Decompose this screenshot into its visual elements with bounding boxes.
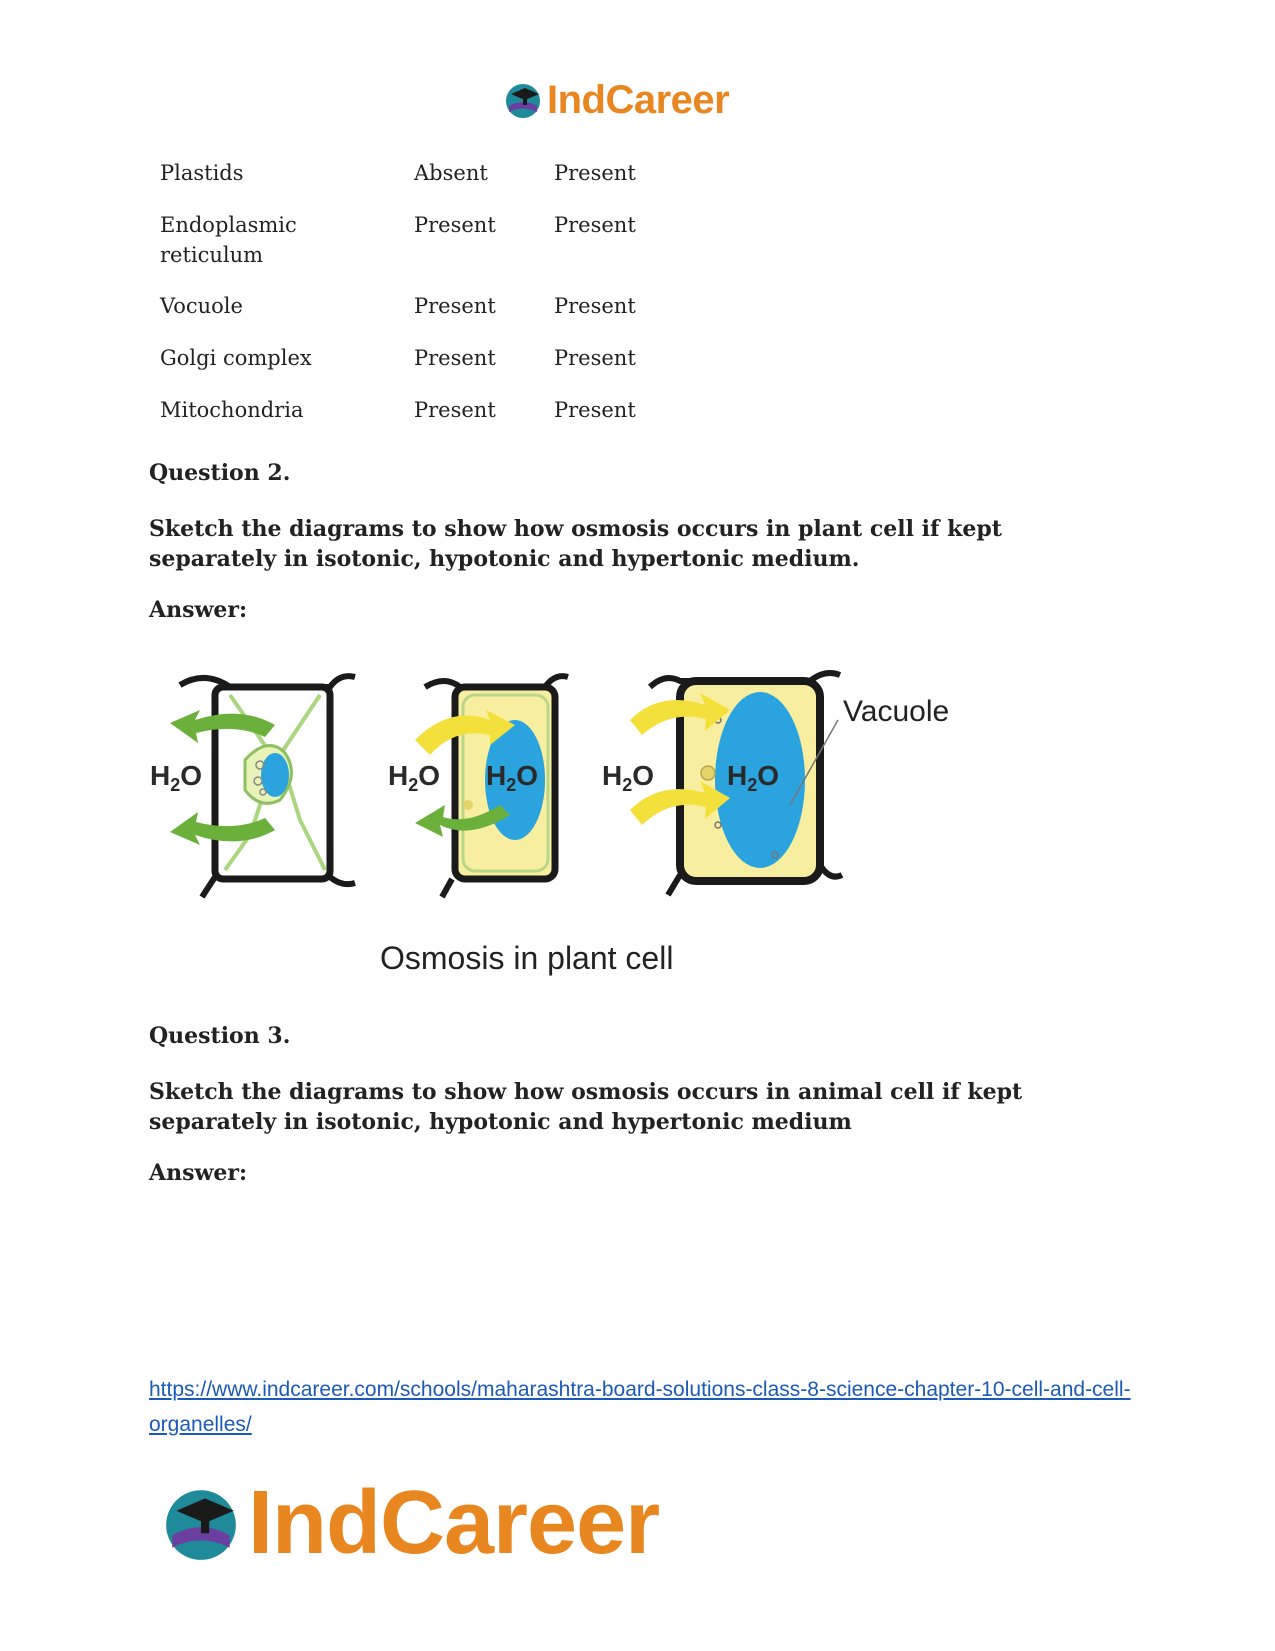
turgid-cell-diagram	[602, 673, 842, 895]
question-text: Sketch the diagrams to show how osmosis occurs in plant cell if kept separately in isotonic, hypotonic and hypertonic medium.	[149, 516, 1002, 572]
table-cell-animal: Present	[414, 213, 496, 237]
svg-text:H2O: $H_2O$	[602, 760, 655, 795]
answer-label: Answer:	[149, 1160, 248, 1186]
source-link[interactable]: https://www.indcareer.com/schools/maharashtra-board-solutions-class-8-science-chapter-10-cell-and-cell-organelles/	[149, 1378, 1131, 1436]
header-logo	[503, 80, 729, 120]
table-cell-plant: Present	[554, 398, 636, 422]
footer-logo	[160, 1473, 660, 1573]
brand-name: IndCareer	[248, 1473, 660, 1573]
table-cell-animal: Present	[414, 346, 496, 370]
graduation-cap-globe-icon	[160, 1482, 242, 1564]
graduation-cap-globe-icon	[503, 80, 543, 120]
brand-name: IndCareer	[547, 78, 730, 122]
table-cell-name: Vocuole	[160, 294, 243, 318]
table-cell-name: Golgi complex	[160, 346, 312, 370]
svg-text:H2O: $H_2O$	[150, 760, 203, 795]
table-cell-plant: Present	[554, 213, 636, 237]
svg-text:H2O: $H_2O$	[486, 760, 539, 795]
table-cell-animal: Absent	[414, 161, 488, 185]
question-heading: Question 2.	[149, 460, 291, 486]
svg-text:H2O: $H_2O$	[388, 760, 441, 795]
table-cell-name: Plastids	[160, 161, 244, 185]
question-text: Sketch the diagrams to show how osmosis occurs in animal cell if kept separately in isotonic, hypotonic and hypertonic medium	[149, 1079, 1023, 1135]
plasmolysed-cell-diagram	[150, 676, 355, 897]
svg-text:H2O: $H_2O$	[727, 760, 780, 795]
vacuole-label: Vacuole	[843, 695, 950, 728]
table-cell-name: Endoplasmic reticulum	[160, 213, 297, 267]
isotonic-cell-diagram	[388, 676, 568, 897]
question-heading: Question 3.	[149, 1023, 291, 1049]
answer-label: Answer:	[149, 597, 248, 623]
table-cell-plant: Present	[554, 294, 636, 318]
table-cell-animal: Present	[414, 294, 496, 318]
table-cell-name: Mitochondria	[160, 398, 304, 422]
figure-caption: Osmosis in plant cell	[380, 940, 674, 976]
table-cell-plant: Present	[554, 161, 636, 185]
table-cell-animal: Present	[414, 398, 496, 422]
table-cell-plant: Present	[554, 346, 636, 370]
